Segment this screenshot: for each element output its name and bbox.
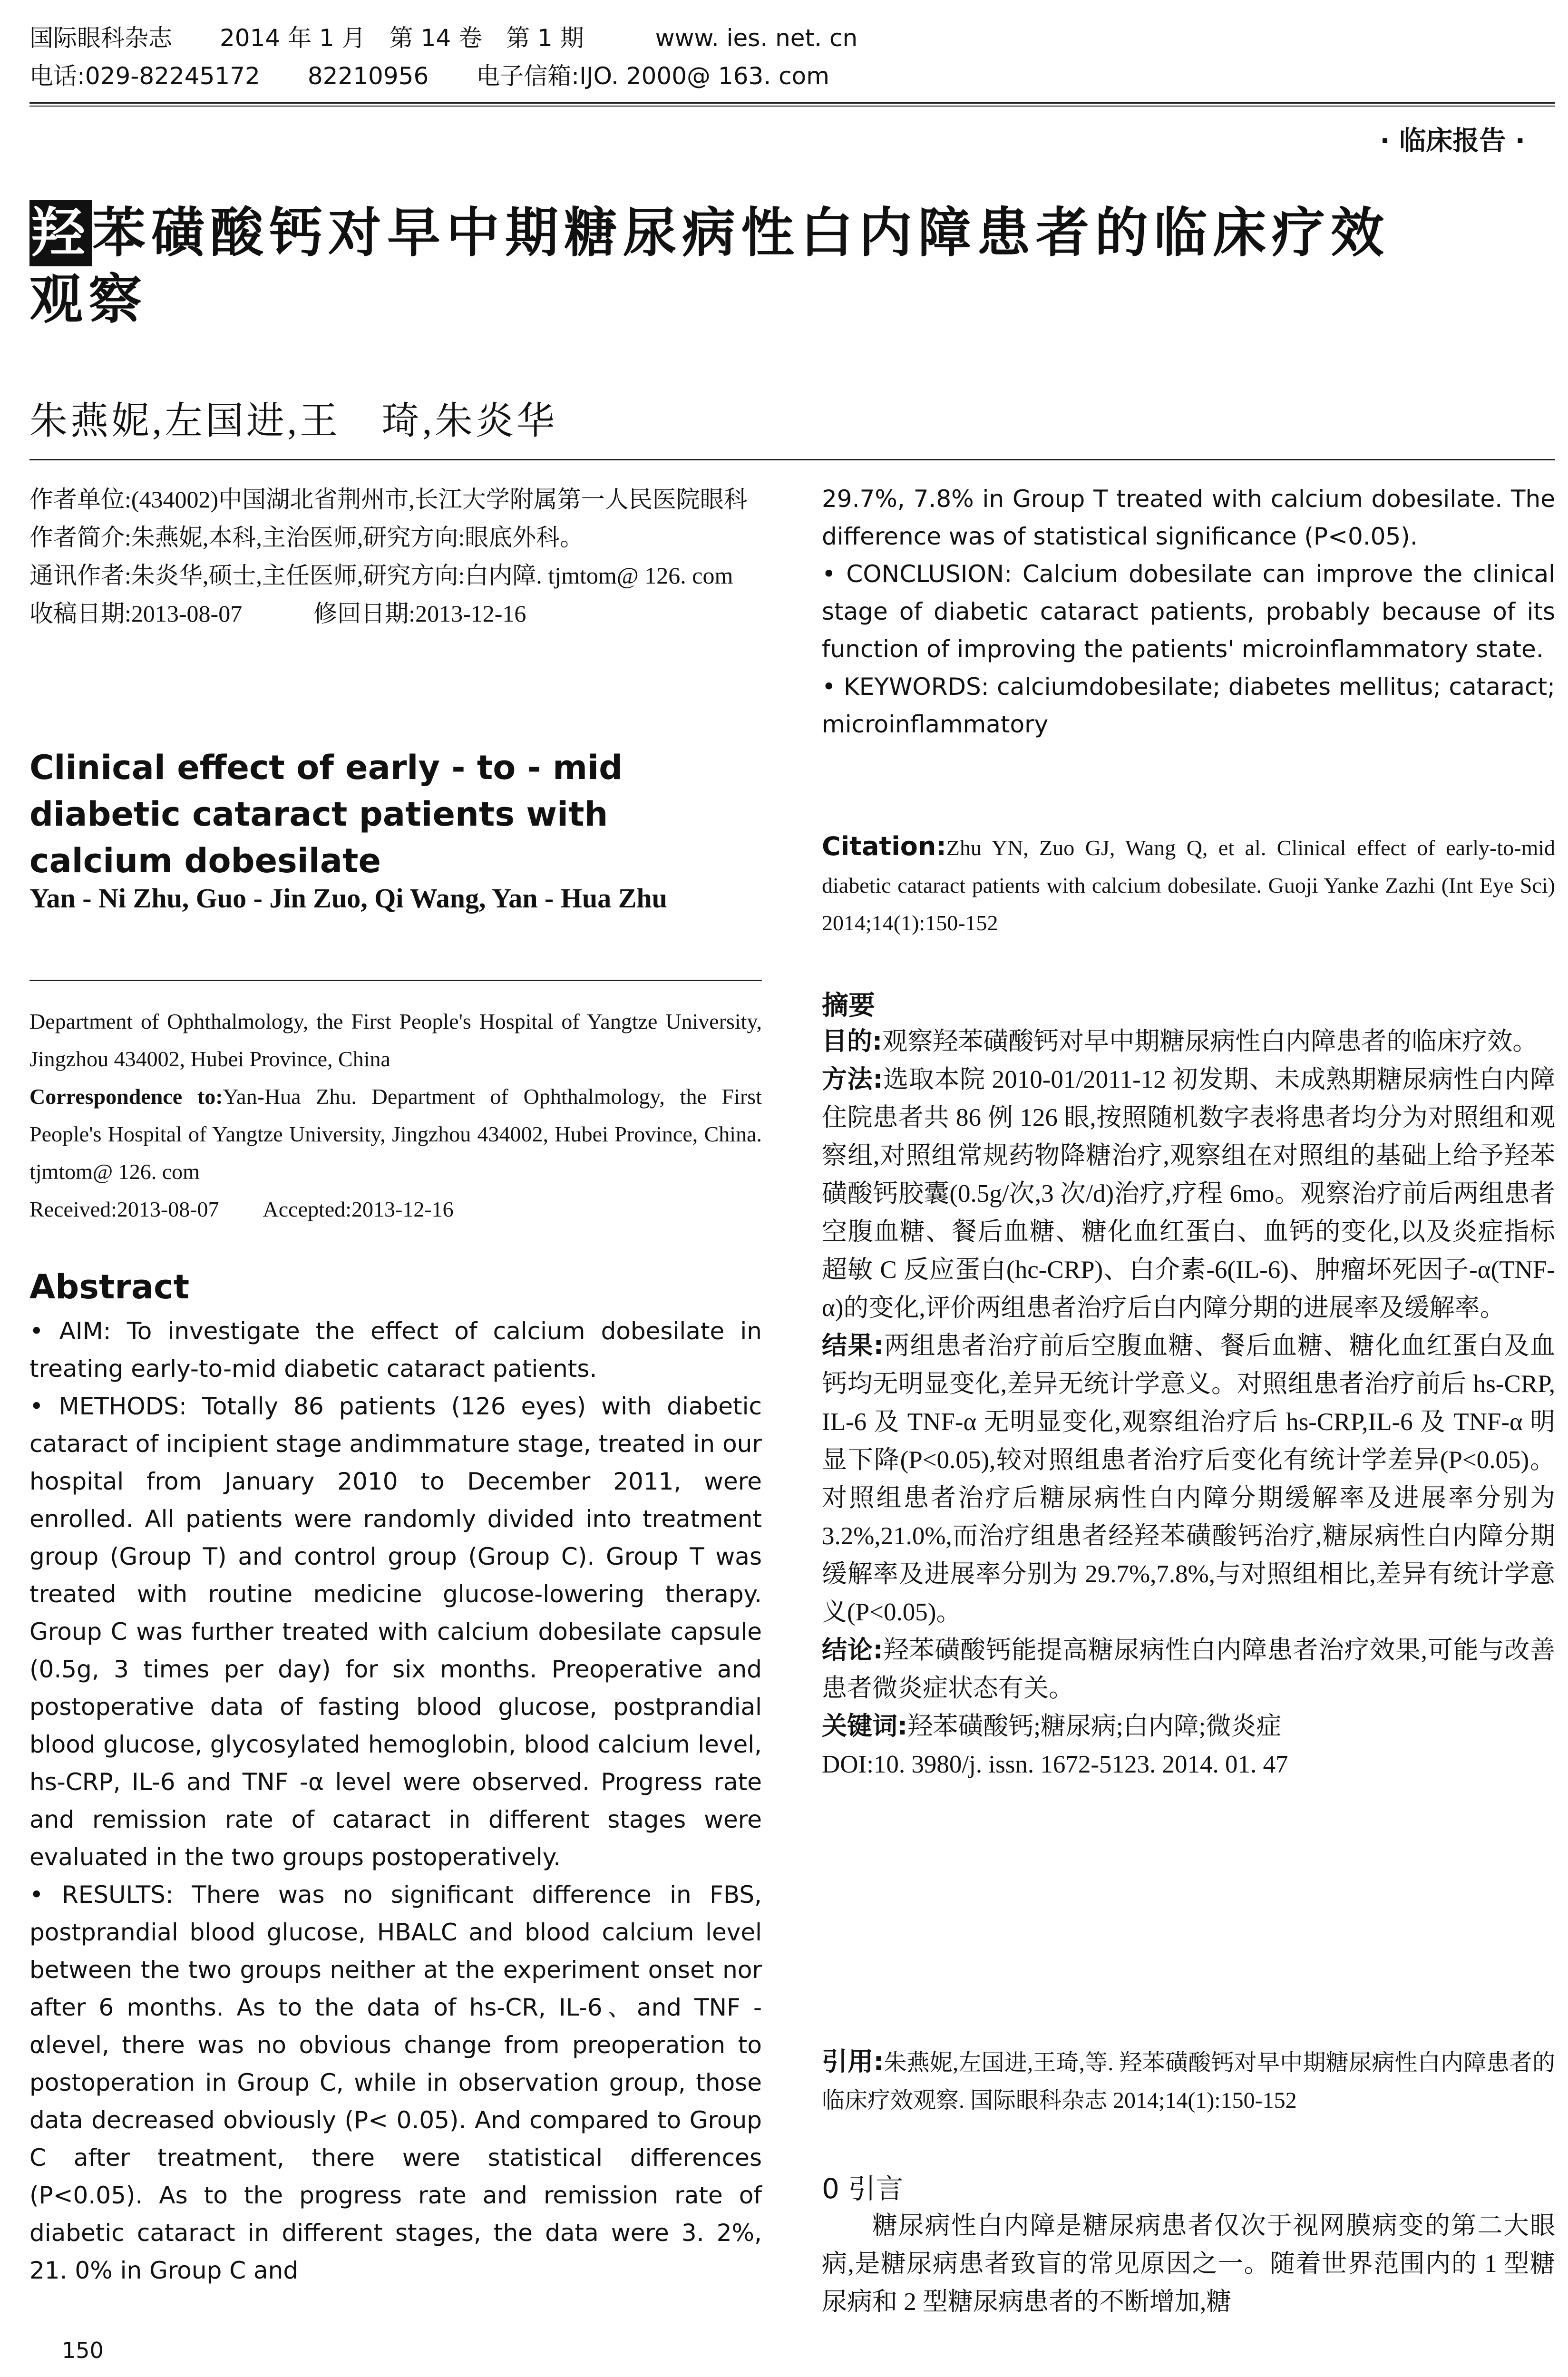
citation-cn-label: 引用:	[822, 2046, 884, 2076]
abstract-en-body	[29, 1313, 762, 2289]
correspondence-en: Yan-Hua Zhu. Department of Ophthalmology, the First People's Hospital of Yangtze University, Jingzhou 434002, Hubei Province, China. tjmtom@ 126. com	[29, 1084, 762, 1184]
citation-en	[822, 828, 1555, 942]
authors-cn: 朱燕妮,左国进,王 琦,朱炎华	[29, 400, 557, 442]
keywords-cn-label: 关键词:	[822, 1712, 908, 1741]
results-cn: 两组患者治疗前后空腹血糖、餐后血糖、糖化血红蛋白及血钙均无明显变化,差异无统计学意义。对照组患者治疗前后 hs-CRP, IL-6 及 TNF-α 无明显变化,观察组治疗后 hs-CRP,IL-6 及 TNF-α 明显下降(P<0.05),较对照组患者治疗后变化有统计学差异(P<0.05)。对照组患者治疗后糖尿病性白内障分期缓解率及进展率分别为 3.2%,21.0%,而治疗组患者经羟苯磺酸钙治疗,糖尿病性白内障分期缓解率及进展率分别为 29.7%,7.8%,与对照组相比,差异有统计学意义(P<0.05)。	[822, 1332, 1555, 1626]
citation-en-text: Zhu YN, Zuo GJ, Wang Q, et al. Clinical effect of early-to-mid diabetic cataract patients with calcium dobesilate. Guoji Yanke Zazhi (Int Eye Sci) 2014;14(1):150-152	[822, 836, 1555, 935]
authors-en: Yan - Ni Zhu, Guo - Jin Zuo, Qi Wang, Yan - Hua Zhu	[29, 883, 667, 914]
article-title	[29, 200, 1390, 333]
title-first-char: 羟	[29, 200, 92, 266]
affiliation-cn: 作者单位:(434002)中国湖北省荆州市,长江大学附属第一人民医院眼科	[29, 486, 748, 513]
info-en	[29, 1003, 762, 1228]
abstract-results: • RESULTS: There was no significant difference in FBS, postprandial blood glucose, HBALC and blood calcium level between the two groups neither at the experiment onset nor after 6 months. As to the data of hs-CR, IL-6、and TNF - αlevel, there was no obvious change from preoperation to postoperation in Group C, while in observation group, those data decreased obviously (P< 0.05). And compared to Group C after treatment, there were statistical differences (P<0.05). As to the progress rate and remission rate of diabetic cataract in different stages, the data were 3. 2%, 21. 0% in Group C and	[29, 1881, 762, 2284]
header-rule	[29, 102, 1555, 104]
abstract-conclusion: • CONCLUSION: Calcium dobesilate can improve the clinical stage of diabetic cataract patients, probably because of its function of improving the patients' microinflammatory state.	[822, 560, 1555, 663]
keywords-cn: 羟苯磺酸钙;糖尿病;白内障;微炎症	[907, 1713, 1282, 1740]
abstract-cn-heading: 摘要	[822, 990, 875, 1021]
results-cn-label: 结果:	[822, 1331, 884, 1360]
abstract-heading: Abstract	[29, 1267, 190, 1306]
abstract-aim: • AIM: To investigate the effect of calcium dobesilate in treating early-to-mid diabetic cataract patients.	[29, 1317, 762, 1383]
author-info-cn	[29, 480, 762, 633]
abstract-methods: • METHODS: Totally 86 patients (126 eyes) with diabetic cataract of incipient stage andimmature stage, treated in our hospital from January 2010 to December 2011, were enrolled. All patients were randomly divided into treatment group (Group T) and control group (Group C). Group T was treated with routine medicine glucose-lowering therapy. Group C was further treated with calcium dobesilate capsule (0.5g, 3 times per day) for six months. Preoperative and postoperative data of fasting blood glucose, postprandial blood glucose, glycosylated hemoglobin, blood calcium level, hs-CRP, IL-6 and TNF -α level were observed. Progress rate and remission rate of cataract in different stages were evaluated in the two groups postoperatively.	[29, 1393, 762, 1871]
title-line1: 苯磺酸钙对早中期糖尿病性白内障患者的临床疗效	[92, 202, 1390, 264]
methods-cn: 选取本院 2010-01/2011-12 初发期、未成熟期糖尿病性白内障住院患者共 86 例 126 眼,按照随机数字表将患者均分为对照组和观察组,对照组常规药物降糖治疗,观察组在对照组的基础上给予羟苯磺酸钙胶囊(0.5g/次,3 次/d)治疗,疗程 6mo。观察治疗前后两组患者空腹血糖、餐后血糖、糖化血红蛋白、血钙的变化,以及炎症指标超敏 C 反应蛋白(hc-CRP)、白介素-6(IL-6)、肿瘤坏死因子-α(TNF-α)的变化,评价两组患者治疗后白内障分期的进展率及缓解率。	[822, 1066, 1555, 1322]
abstract-en-cont	[822, 480, 1555, 743]
correspondence-en-label: Correspondence to:	[29, 1084, 223, 1109]
journal-header-line1: 国际眼科杂志 2014 年 1 月 第 14 卷 第 1 期 www. ies. net. cn	[29, 24, 858, 52]
correspondence-cn: 通讯作者:朱炎华,硕士,主任医师,研究方向:白内障. tjmtom@ 126. com	[29, 562, 733, 589]
citation-cn-text: 朱燕妮,左国进,王琦,等. 羟苯磺酸钙对早中期糖尿病性白内障患者的临床疗效观察. 国际眼科杂志 2014;14(1):150-152	[822, 2050, 1555, 2113]
journal-header-line2: 电话:029-82245172 82210956 电子信箱:IJO. 2000@ 163. com	[29, 62, 829, 90]
doi: DOI:10. 3980/j. issn. 1672-5123. 2014. 01. 47	[822, 1751, 1288, 1778]
dates-en: Received:2013-08-07 Accepted:2013-12-16	[29, 1197, 454, 1221]
header-rule-thin	[29, 106, 1555, 107]
authors-en-rule	[29, 980, 762, 981]
page-number: 150	[62, 2338, 104, 2363]
abstract-keywords: • KEYWORDS: calciumdobesilate; diabetes mellitus; cataract; microinflammatory	[822, 673, 1555, 738]
citation-en-label: Citation:	[822, 831, 946, 861]
citation-cn	[822, 2043, 1555, 2119]
title-en: Clinical effect of early - to - mid diabetic cataract patients with calcium dobesilate	[29, 748, 623, 880]
department-en: Department of Ophthalmology, the First People's Hospital of Yangtze University, Jingzhou 434002, Hubei Province, China	[29, 1009, 762, 1071]
intro-heading: 0 引言	[822, 2172, 904, 2205]
aim-cn: 观察羟苯磺酸钙对早中期糖尿病性白内障患者的临床疗效。	[882, 1028, 1538, 1055]
authors-rule	[29, 459, 1555, 460]
bio-cn: 作者简介:朱燕妮,本科,主治医师,研究方向:眼底外科。	[29, 524, 584, 551]
methods-cn-label: 方法:	[822, 1065, 883, 1094]
aim-cn-label: 目的:	[822, 1027, 883, 1056]
abstract-results-cont: 29.7%, 7.8% in Group T treated with calcium dobesilate. The difference was of statistical significance (P<0.05).	[822, 485, 1555, 550]
conclusion-cn: 羟苯磺酸钙能提高糖尿病性白内障患者治疗效果,可能与改善患者微炎症状态有关。	[822, 1637, 1556, 1702]
intro-text: 糖尿病性白内障是糖尿病患者仅次于视网膜病变的第二大眼病,是糖尿病患者致盲的常见原因之一。随着世界范围内的 1 型糖尿病和 2 型糖尿病患者的不断增加,糖	[822, 2212, 1555, 2316]
section-label: · 临床报告 ·	[1380, 126, 1525, 156]
conclusion-cn-label: 结论:	[822, 1636, 883, 1665]
dates-cn: 收稿日期:2013-08-07 修回日期:2013-12-16	[29, 600, 526, 627]
abstract-cn-body	[822, 1023, 1555, 1783]
title-line2: 观察	[29, 269, 147, 331]
